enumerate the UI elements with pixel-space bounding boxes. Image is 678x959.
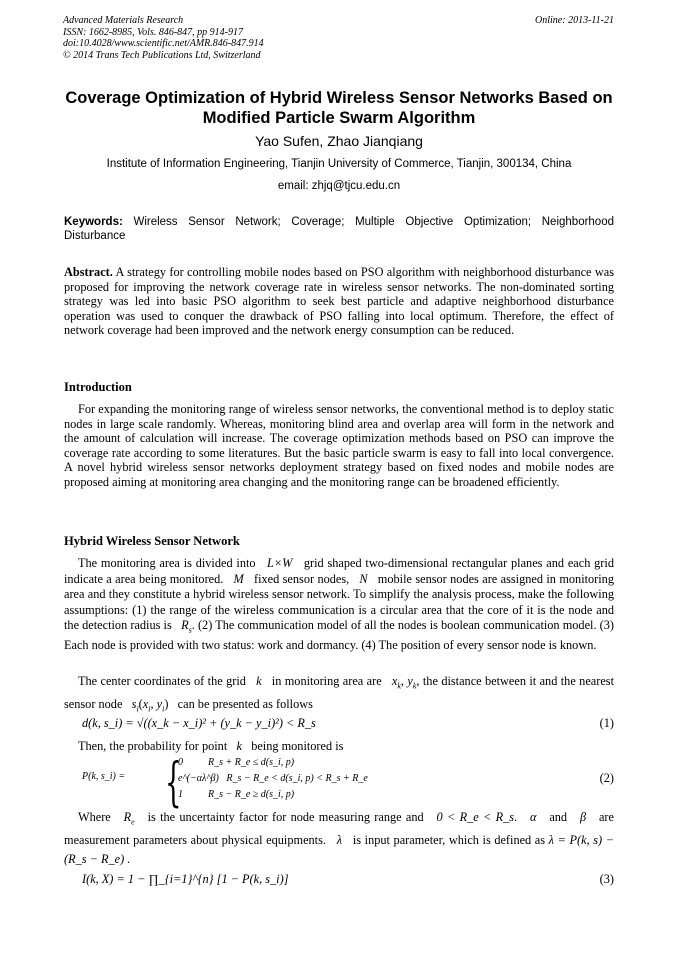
keywords-text: Wireless Sensor Network; Coverage; Multiple Objective Optimization; Neighborhood Disturbance (64, 216, 614, 242)
abstract-text: A strategy for controlling mobile nodes based on PSO algorithm with neighborhood disturbance was proposed for improving the network coverage rate in wireless sensor networks. The non-dominated sorting strategy was led into basic PSO algorithm to seek best particle and adaptive neighborhood disturbance operation was used to conquer the drawback of PSO falling into local optimum. Therefore, the effect of network coverage had been improved and the network energy consumption can be reduced. (64, 265, 614, 337)
equation-2-case-3: 1 R_s − R_e ≥ d(s_i, p) (178, 789, 295, 800)
journal-name: Advanced Materials Research (63, 15, 184, 26)
equation-2-number: (2) (599, 771, 614, 785)
equation-2-case-1: 0 R_s + R_e ≤ d(s_i, p) (178, 757, 295, 768)
abstract (64, 265, 614, 338)
online-date: Online: 2013-11-21 (535, 15, 614, 26)
abstract-label: Abstract. (64, 265, 113, 279)
keywords-label: Keywords: (64, 216, 123, 228)
email: email: zhjq@tjcu.edu.cn (277, 180, 401, 192)
hybrid-paragraph-2: The center coordinates of the grid k in monitoring area are $x_k$, $y_k$, the distance between it and the nearest sensor node $s_i(x_i$, $y_i$) can be presented as follows (64, 674, 614, 714)
equation-2-brace: { (165, 753, 182, 813)
authors: Yao Sufen, Zhao Jianqiang (255, 133, 423, 149)
equation-2-left: P(k, s_i) = (82, 771, 126, 782)
paper-title: Coverage Optimization of Hybrid Wireless Sensor Networks Based on Modified Particle Swarm Algorithm (65, 89, 613, 127)
hybrid-paragraph-3: Then, the probability for point k being monitored is (78, 739, 344, 753)
equation-1-number: (1) (599, 716, 614, 730)
equation-2-cases (178, 755, 368, 803)
journal-header (63, 15, 264, 61)
equation-3-number: (3) (599, 872, 614, 886)
equation-2-case-2: e^(−αλ^β) R_s − R_e < d(s_i, p) < R_s + R_e (178, 773, 368, 784)
hybrid-heading: Hybrid Wireless Sensor Network (64, 534, 240, 548)
hybrid-paragraph-1: The monitoring area is divided into L×W grid shaped two-dimensional rectangular planes and each grid indicate a area being monitored. M fixed sensor nodes, N mobile sensor nodes are assigned in monitoring area and they constitute a hybrid wireless sensor network. To simplify the analysis process, make the following assumptions: (1) the range of the wireless communication is a circular area that the core of it is the node and the detection radius is $R_s$. (2) The communication model of all the nodes is boolean communication model. (3) Each node is provided with two status: work and dormancy. (4) The position of every sensor node is known. (64, 556, 614, 652)
copyright-line: © 2014 Trans Tech Publications Ltd, Switzerland (63, 49, 261, 61)
introduction-text: For expanding the monitoring range of wireless sensor networks, the conventional method is to deploy static nodes in large scale randomly. Whereas, monitoring blind area and overlap area will form in the network and the amount of calculation will increase. The coverage optimization methods based on PSO can improve the coverage rate according to some literatures. But the basic particle swarm is easy to fall into local convergence. A novel hybrid wireless sensor networks deployment strategy based on fixed nodes and mobile nodes are proposed aiming at monitoring area changing and the monitoring range can be broadened efficiently. (64, 402, 614, 489)
introduction-heading: Introduction (64, 380, 132, 394)
affiliation: Institute of Information Engineering, Tianjin University of Commerce, Tianjin, 300134, China (106, 158, 572, 170)
keywords (64, 215, 614, 243)
hybrid-paragraph-4: Where $R_e$ is the uncertainty factor for node measuring range and 0 < R_e < R_s. α and β are measurement parameters about physical equipments. λ is input parameter, which is defined as λ = P(k, s) − (R_s − R_e) . (64, 810, 614, 867)
equation-3: I(k, X) = 1 − ∏_{i=1}^{n} [1 − P(k, s_i)] (82, 872, 289, 886)
issn-line: ISSN: 1662-8985, Vols. 846-847, pp 914-917 (63, 26, 243, 38)
equation-1: d(k, s_i) = √((x_k − x_i)² + (y_k − y_i)²) < R_s (82, 716, 316, 730)
doi-line: doi:10.4028/www.scientific.net/AMR.846-847.914 (63, 38, 264, 49)
